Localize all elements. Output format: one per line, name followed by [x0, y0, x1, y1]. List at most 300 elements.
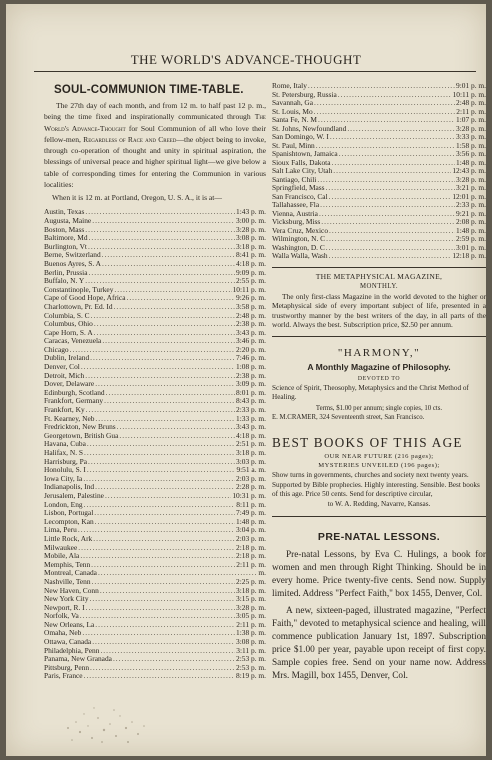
time-row: [272, 150, 486, 159]
time-row: [44, 535, 266, 544]
local-time: 3:18 p. m.: [236, 586, 266, 595]
local-time: 1:58 p. m.: [456, 141, 486, 150]
local-time: m.: [258, 569, 266, 578]
leader-dots: [91, 561, 235, 570]
time-row: [44, 492, 266, 501]
time-list-left: [44, 208, 266, 681]
leader-dots: [117, 423, 235, 432]
location-name: Memphis, Tenn: [44, 560, 91, 569]
location-name: Pittsburg, Penn: [44, 663, 90, 672]
time-row: [272, 193, 486, 202]
location-name: Norfolk, Va: [44, 612, 79, 621]
local-time: 8:19 p. m.: [236, 672, 266, 681]
time-row: [44, 217, 266, 226]
header-divider: [34, 71, 476, 72]
time-row: [44, 303, 266, 312]
local-time: 8:43 p. m.: [236, 397, 266, 406]
location-name: Augusta, Maine: [44, 216, 92, 225]
time-row: [44, 320, 266, 329]
local-time: 1:48 p. m.: [236, 517, 266, 526]
leader-dots: [70, 346, 235, 355]
location-name: Milwaukee: [44, 543, 78, 552]
local-time: 1:43 p. m.: [236, 208, 266, 217]
time-row: [44, 260, 266, 269]
time-row: [272, 142, 486, 151]
location-name: Frankfort, Ky: [44, 406, 85, 415]
leader-dots: [314, 108, 456, 117]
location-name: Wilmington, N. C: [272, 235, 326, 243]
time-row: [44, 363, 266, 372]
location-name: Buffalo, N. Y: [44, 277, 85, 286]
location-name: Havana, Cuba: [44, 440, 86, 449]
time-row: [44, 406, 266, 415]
leader-dots: [316, 142, 455, 151]
location-name: Dublin, Ireland: [44, 354, 90, 363]
time-row: [272, 176, 486, 185]
local-time: 3:58 p. m.: [236, 302, 266, 311]
local-time: 12:43 p. m.: [452, 167, 486, 175]
leader-dots: [95, 415, 235, 424]
location-name: Baltimore, Md: [44, 234, 88, 243]
time-row: [272, 91, 486, 100]
local-time: 12:18 p. m.: [452, 252, 486, 260]
location-name: Lecompton, Kan: [44, 517, 94, 526]
time-row: [44, 672, 266, 681]
leader-dots: [88, 243, 235, 252]
prenatal-title: PRE-NATAL LESSONS.: [317, 530, 441, 543]
time-row: [272, 99, 486, 108]
harmony-devoted: DEVOTED TO: [357, 375, 401, 382]
location-name: Cape of Good Hope, Africa: [44, 294, 126, 303]
time-row: [44, 621, 266, 630]
time-row: [44, 294, 266, 303]
leader-dots: [102, 337, 235, 346]
divider: [272, 516, 486, 517]
leader-dots: [80, 612, 235, 621]
local-time: 2:53 p. m.: [236, 663, 266, 672]
location-name: Cape Horn, S. A: [44, 328, 93, 337]
left-column: [44, 84, 266, 681]
location-name: New Orleans, La: [44, 620, 95, 629]
time-row: [44, 286, 266, 295]
leader-dots: [114, 286, 231, 295]
location-name: Denver, Col: [44, 363, 80, 372]
location-name: Panama, New Granada: [44, 655, 112, 664]
time-row: [272, 252, 486, 261]
time-row: [44, 226, 266, 235]
location-name: Edinburgh, Scotland: [44, 388, 105, 397]
leader-dots: [318, 116, 455, 125]
time-row: [44, 389, 266, 398]
leader-dots: [100, 587, 235, 596]
local-time: 2:55 p. m.: [236, 277, 266, 286]
location-name: Frankfort, Germany: [44, 397, 104, 406]
time-row: [44, 423, 266, 432]
leader-dots: [126, 294, 235, 303]
local-time: 2:53 p. m.: [236, 655, 266, 664]
local-time: 4:18 p. m.: [236, 259, 266, 268]
location-name: Newport, R. I: [44, 603, 85, 612]
leader-dots: [105, 492, 231, 501]
leader-dots: [329, 193, 452, 202]
location-name: Mobile, Ala: [44, 552, 80, 561]
leader-dots: [90, 664, 235, 673]
location-name: London, Eng: [44, 500, 83, 509]
time-row: [44, 647, 266, 656]
local-time: 3:28 p. m.: [236, 225, 266, 234]
time-row: [44, 501, 266, 510]
location-name: Iowa City, Ia: [44, 474, 83, 483]
local-time: 3:33 p. m.: [456, 133, 486, 141]
local-time: 3:00 p. m.: [236, 216, 266, 225]
location-name: Lima, Peru: [44, 526, 77, 535]
leader-dots: [329, 252, 452, 261]
time-table-heading: SOUL-COMMUNION TIME-TABLE.: [54, 84, 244, 96]
local-time: 2:03 p. m.: [236, 534, 266, 543]
leader-dots: [83, 475, 235, 484]
leader-dots: [330, 133, 455, 142]
books-body: Show turns in governments, churches and society next twenty years. Supported by Bible prophecies. Highly interesting. Sensible. Best books of this age. Price 50 cents. Send for descriptive circular,: [272, 471, 480, 499]
location-name: Buenos Ayres, S. A: [44, 259, 102, 268]
local-time: 2:38 p. m.: [236, 320, 266, 329]
time-row: [44, 655, 266, 664]
location-name: Savannah, Ga: [272, 99, 314, 107]
time-row: [44, 208, 266, 217]
location-name: St. Johns, Newfoundland: [272, 124, 347, 133]
location-name: Rome, Italy: [272, 82, 307, 90]
time-row: [44, 372, 266, 381]
time-row: [272, 159, 486, 168]
local-time: 2:11 p. m.: [456, 107, 486, 116]
location-name: San Domingo, W. I: [272, 133, 329, 141]
time-row: [44, 466, 266, 475]
leader-dots: [94, 329, 235, 338]
leader-dots: [321, 218, 455, 227]
leader-dots: [317, 176, 455, 185]
time-row: [44, 578, 266, 587]
time-row: [44, 561, 266, 570]
location-name: Jerusalem, Palestine: [44, 491, 104, 500]
location-name: Montreal, Canada: [44, 569, 97, 578]
location-name: Chicago: [44, 345, 69, 354]
local-time: 2:08 p. m.: [456, 218, 486, 226]
leader-dots: [95, 380, 235, 389]
leader-dots: [332, 159, 456, 168]
time-row: [44, 629, 266, 638]
time-row: [44, 604, 266, 613]
local-time: 3:01 p. m.: [456, 243, 486, 252]
local-time: 3:21 p. m.: [456, 184, 486, 192]
local-time: 2:25 p. m.: [236, 577, 266, 586]
leader-dots: [90, 595, 235, 604]
time-row: [44, 483, 266, 492]
leader-dots: [92, 638, 235, 647]
location-name: Fredrickton, New Bruns: [44, 423, 116, 432]
leader-dots: [104, 397, 235, 406]
time-row: [272, 201, 486, 210]
location-name: St. Petersburg, Russia: [272, 90, 337, 99]
time-row: [44, 475, 266, 484]
time-row: [44, 612, 266, 621]
location-name: Lisbon, Portugal: [44, 509, 94, 518]
local-time: 9:01 p. m.: [456, 82, 486, 90]
leader-dots: [113, 655, 235, 664]
time-row: [44, 449, 266, 458]
local-time: 2:33 p. m.: [456, 201, 486, 209]
leader-dots: [347, 125, 455, 134]
location-name: Berlin, Prussia: [44, 268, 88, 277]
leader-dots: [314, 99, 455, 108]
location-name: Austin, Texas: [44, 208, 85, 217]
location-name: Boston, Mass: [44, 225, 85, 234]
local-time: 3:09 p. m.: [236, 380, 266, 389]
local-time: 3:56 p. m.: [456, 150, 486, 158]
time-row: [44, 664, 266, 673]
location-name: Columbus, Ohio: [44, 320, 93, 329]
time-row: [44, 380, 266, 389]
time-list-right: [272, 82, 486, 261]
time-row: [44, 587, 266, 596]
local-time: 1:48 p. m.: [456, 226, 486, 235]
time-row: [272, 210, 486, 219]
location-name: St. Louis, Mo: [272, 107, 313, 116]
local-time: 8:01 p. m.: [236, 388, 266, 397]
leader-dots: [81, 363, 235, 372]
leader-dots: [80, 552, 235, 561]
local-time: 2:51 p. m.: [236, 440, 266, 449]
location-name: Halifax, N. S: [44, 449, 83, 457]
time-row: [44, 234, 266, 243]
leader-dots: [102, 260, 235, 269]
harmony-body: Science of Spirit, Theosophy, Metaphysics and the Christ Method of Healing.: [272, 383, 469, 402]
leader-dots: [88, 458, 235, 467]
local-time: 12:01 p. m.: [452, 192, 486, 201]
time-row: [44, 432, 266, 441]
leader-dots: [94, 509, 235, 518]
time-row: [44, 277, 266, 286]
local-time: 1:48 p. m.: [456, 158, 486, 167]
location-name: Paris, France: [44, 672, 83, 681]
time-row: [272, 244, 486, 253]
leader-dots: [102, 251, 235, 260]
time-row: [272, 82, 486, 91]
leader-dots: [98, 569, 257, 578]
location-name: Burlington, Vt: [44, 242, 87, 251]
leader-dots: [82, 629, 235, 638]
local-time: 1:38 p. m.: [236, 629, 266, 638]
time-row: [272, 167, 486, 176]
local-time: 9:09 p. m.: [236, 268, 266, 277]
time-row: [44, 526, 266, 535]
leader-dots: [90, 354, 235, 363]
time-row: [272, 125, 486, 134]
books-line-1: OUR NEAR FUTURE (216 pages);: [324, 453, 434, 461]
location-name: Washington, D. C: [272, 243, 325, 252]
leader-dots: [329, 227, 455, 236]
local-time: 2:03 p. m.: [236, 474, 266, 483]
magazine-page: [6, 4, 486, 756]
local-time: 1:07 p. m.: [456, 116, 486, 124]
local-time: 10:11 p. m.: [452, 90, 486, 99]
local-time: 3:28 p. m.: [236, 603, 266, 612]
local-time: 3:28 p. m.: [456, 175, 486, 184]
time-row: [44, 569, 266, 578]
local-time: 3:03 p. m.: [236, 457, 266, 466]
local-time: 10:31 p. m.: [232, 491, 266, 500]
time-row: [44, 415, 266, 424]
location-name: Harrisburg, Pa: [44, 457, 87, 466]
local-time: 1:08 p. m.: [236, 363, 266, 372]
leader-dots: [308, 82, 455, 91]
time-row: [44, 337, 266, 346]
local-time: 1:33 p. m.: [236, 414, 266, 423]
location-name: Columbia, S. C: [44, 311, 90, 320]
leader-dots: [87, 440, 235, 449]
local-time: 4:18 p. m.: [236, 431, 266, 440]
leader-dots: [84, 449, 235, 458]
metaphysical-body: The only first-class Magazine in the world devoted to the higher or Metaphysical side of every important subject of life, presented in a trustworthy manner by the best writers of the day, in all parts of the world. Always the best. Subscription price, $2.50 per annum.: [272, 291, 486, 330]
local-time: 3:28 p. m.: [456, 124, 486, 133]
books-title: BEST BOOKS OF THIS AGE: [272, 435, 463, 451]
location-name: Springfield, Mass: [272, 184, 325, 192]
leader-dots: [333, 167, 451, 176]
leader-dots: [95, 518, 235, 527]
local-time: 3:05 p. m.: [236, 612, 266, 621]
harmony-terms: Terms, $1.00 per annum; single copies, 10 cts.: [315, 405, 443, 413]
local-time: 2:18 p. m.: [236, 552, 266, 561]
time-row: [272, 218, 486, 227]
location-name: Tallahassee, Fla: [272, 201, 320, 209]
local-time: 3:18 p. m.: [236, 449, 266, 457]
local-time: 8:41 p. m.: [236, 251, 266, 260]
leader-dots: [114, 303, 235, 312]
divider: [272, 267, 486, 268]
location-name: Walla Walla, Wash: [272, 252, 328, 260]
location-name: Vera Cruz, Mexico: [272, 226, 329, 235]
location-name: Nashville, Tenn: [44, 577, 91, 586]
leader-dots: [326, 235, 455, 244]
local-time: 9:26 p. m.: [236, 294, 266, 303]
harmony-subtitle: A Monthly Magazine of Philosophy.: [307, 361, 451, 372]
location-name: Detroit, Mich: [44, 371, 85, 380]
local-time: 3:46 p. m.: [236, 337, 266, 346]
leader-dots: [89, 234, 235, 243]
leader-dots: [119, 432, 235, 441]
location-name: Philadelphia, Penn: [44, 646, 100, 655]
location-name: Little Rock, Ark: [44, 534, 93, 543]
local-time: 10:11 p. m.: [232, 285, 266, 294]
local-time: 3:04 p. m.: [236, 526, 266, 535]
time-row: [44, 354, 266, 363]
location-name: Vienna, Austria: [272, 209, 318, 218]
leader-dots: [85, 226, 235, 235]
leader-dots: [100, 647, 235, 656]
metaphysical-title: THE METAPHYSICAL MAGAZINE,: [315, 271, 443, 281]
leader-dots: [85, 372, 235, 381]
location-name: Indianapolis, Ind: [44, 483, 95, 492]
leader-dots: [86, 604, 235, 613]
time-row: [44, 397, 266, 406]
time-row: [44, 269, 266, 278]
leader-dots: [92, 217, 235, 226]
location-name: New Haven, Conn: [44, 586, 99, 595]
local-time: 2:48 p. m.: [236, 311, 266, 320]
prenatal-paragraph-2: A new, sixteen-paged, illustrated magazine, "Perfect Faith," devoted to metaphysical science and healing, will commence publication January 1st, 1897. Subscription price $1.00 per year, payable upon receipt of first copy. Sample copies free. Send on your name now. Address Mrs. Magill, box 1455, Denver, Col.: [272, 605, 486, 681]
leader-dots: [319, 210, 455, 219]
harmony-address: E. M.CRAMER, 324 Seventeenth street, San Francisco.: [272, 414, 425, 422]
leader-dots: [89, 269, 235, 278]
location-name: Honolulu, S. I: [44, 466, 86, 475]
leader-dots: [84, 501, 236, 510]
time-row: [44, 552, 266, 561]
divider: [272, 336, 486, 337]
leader-dots: [91, 312, 235, 321]
time-row: [44, 312, 266, 321]
time-row: [44, 458, 266, 467]
local-time: 3:08 p. m.: [236, 638, 266, 647]
location-name: Dover, Delaware: [44, 380, 95, 389]
time-row: [272, 108, 486, 117]
local-time: 7:46 p. m.: [236, 354, 266, 363]
location-name: Santiago, Chili: [272, 175, 317, 184]
location-name: Vicksburg, Miss: [272, 218, 321, 226]
time-row: [44, 595, 266, 604]
location-name: Spanishtown, Jamaica: [272, 150, 338, 158]
location-name: Salt Lake City, Utah: [272, 167, 333, 175]
location-name: St. Paul, Minn: [272, 141, 315, 150]
local-time: 2:48 p. m.: [456, 99, 486, 107]
location-name: Ft. Kearney, Neb: [44, 414, 95, 423]
local-time: 7:49 p. m.: [236, 509, 266, 518]
time-row: [272, 116, 486, 125]
local-time: 3:43 p. m.: [236, 423, 266, 432]
time-row: [272, 227, 486, 236]
local-time: 2:38 p. m.: [236, 371, 266, 380]
local-time: 9:21 p. m.: [456, 209, 486, 218]
location-name: San Francisco, Cal: [272, 192, 328, 201]
prenatal-paragraph-1: Pre-natal Lessons, by Eva C. Hulings, a book for women and men through Right Thinking. Should be in every home. Price twenty-five cents. Send now. Supply limited. Address "Perfect Faith," box 1455, Denver, Col.: [272, 549, 486, 599]
metaphysical-sub: MONTHLY.: [359, 282, 399, 290]
local-time: 3:08 p. m.: [236, 234, 266, 243]
leader-dots: [87, 466, 236, 475]
time-row: [44, 329, 266, 338]
time-row: [44, 518, 266, 527]
time-row: [44, 243, 266, 252]
books-address: to W. A. Redding, Navarre, Kansas.: [327, 500, 431, 509]
time-row: [272, 133, 486, 142]
leader-dots: [78, 526, 235, 535]
leader-dots: [94, 320, 235, 329]
time-row: [44, 638, 266, 647]
local-time: 2:11 p. m.: [236, 620, 266, 629]
location-name: Charlottown, Pr. Ed. Id: [44, 302, 113, 311]
time-table-intro: The 27th day of each month, and from 12 m. to half past 12 p. m., being the time fixed and inspirationally communicated through The World's Advance-Thought for Soul Communion of all who love their fellow-men, Regardless of Race and Creed—the object being to invoke, through co-operation of thought and unity in spiritual aspiration, the blessings of universal peace and higher spiritual light—we give below a table of corresponding times for entering the Communion in various localities:: [44, 101, 266, 190]
location-name: New York City: [44, 595, 89, 604]
reference-time-note: When it is 12 m. at Portland, Oregon, U. S. A., it is at—: [52, 193, 223, 203]
local-time: 2:28 p. m.: [236, 483, 266, 492]
time-row: [44, 346, 266, 355]
leader-dots: [85, 208, 235, 217]
local-time: 3:11 p. m.: [236, 646, 266, 655]
local-time: 2:20 p. m.: [236, 345, 266, 354]
location-name: Berne, Switzerland: [44, 251, 101, 260]
time-row: [44, 509, 266, 518]
local-time: 2:11 p. m.: [236, 560, 266, 569]
local-time: 3:18 p. m.: [236, 242, 266, 251]
local-time: 2:59 p. m.: [456, 235, 486, 243]
leader-dots: [326, 244, 455, 253]
leader-dots: [84, 672, 235, 681]
